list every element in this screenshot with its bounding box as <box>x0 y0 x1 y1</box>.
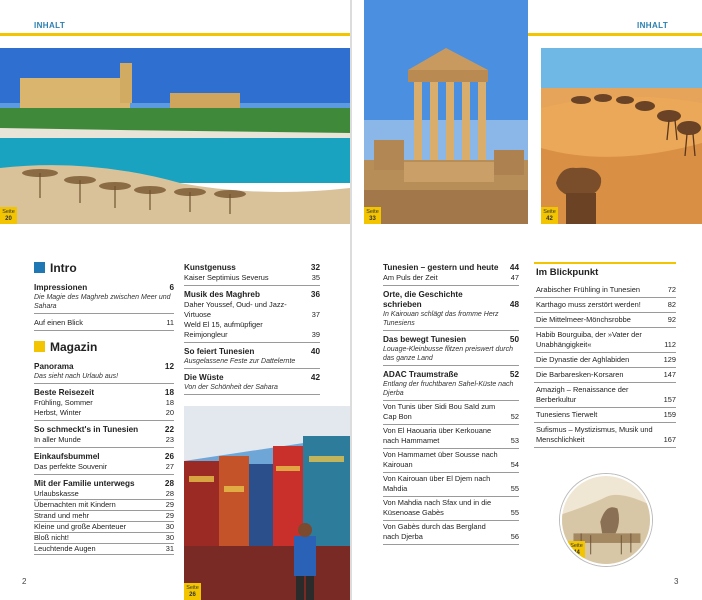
toc-entry[interactable] <box>383 334 519 366</box>
intro-title: Intro <box>50 260 77 275</box>
entry-title: Habib Bourguiba, der »Vater der Unabhängigkeit« <box>536 330 642 349</box>
entry-page: 28 <box>165 489 174 498</box>
entry-page: 52 <box>509 370 519 379</box>
toc-entry[interactable] <box>184 262 320 286</box>
page-tag-label: Seite <box>186 585 199 591</box>
blickpunkt-item[interactable] <box>534 329 676 353</box>
blickpunkt-item[interactable] <box>534 314 676 328</box>
entry-title: Die Wüste <box>184 373 224 382</box>
entry-page: 47 <box>510 273 519 282</box>
entry-title: Amazigh – Renaissance der Berberkultur <box>536 385 629 404</box>
entry-item: Von Hammamet über Sousse nach Kairouan <box>383 450 498 469</box>
magazin-title: Magazin <box>50 339 98 354</box>
page-tag-number: 42 <box>546 216 553 222</box>
entry-page: 29 <box>165 511 174 520</box>
entry-page: 11 <box>166 318 174 327</box>
toc-entry[interactable] <box>34 317 174 331</box>
entry-title: Tunesien – gestern und heute <box>383 263 499 272</box>
entry-title: Tunesiens Tierwelt <box>536 410 598 419</box>
toc-entry[interactable] <box>34 361 174 384</box>
entry-item: Bloß nicht! <box>34 533 69 542</box>
toc-entry[interactable] <box>34 282 174 314</box>
blickpunkt-item[interactable] <box>534 284 676 298</box>
market-photo <box>184 406 350 600</box>
right-page-header: INHALT <box>637 21 669 30</box>
entry-page: 32 <box>310 263 320 272</box>
entry-page: 26 <box>164 452 174 461</box>
entry-title: Panorama <box>34 362 74 371</box>
entry-page: 112 <box>664 340 676 349</box>
entry-page: 30 <box>165 522 174 531</box>
entry-title: ADAC Traumstraße <box>383 370 459 379</box>
entry-title: Die Mittelmeer-Mönchsrobbe <box>536 315 631 324</box>
entry-page: 53 <box>510 436 519 445</box>
blickpunkt-item[interactable] <box>534 384 676 408</box>
entry-item: Von Mahdia nach Sfax und in die Küsenoase Gabès <box>383 498 492 517</box>
entry-title: Einkaufsbummel <box>34 452 100 461</box>
camels-page-tag[interactable] <box>541 207 558 224</box>
toc-column-right <box>383 262 519 550</box>
entry-title: Das bewegt Tunesien <box>383 335 467 344</box>
entry-subtitle: Entlang der fruchtbaren Sahel-Küste nach Djerba <box>383 380 519 401</box>
left-header-rule <box>0 33 350 36</box>
page-tag-number: 26 <box>189 592 196 598</box>
entry-item: Leuchtende Augen <box>34 544 96 553</box>
entry-item: Übernachten mit Kindern <box>34 500 116 509</box>
left-page-header: INHALT <box>34 21 66 30</box>
entry-item: Von El Haouaria über Kerkouane nach Hammamet <box>383 426 492 445</box>
entry-page: 23 <box>165 435 174 444</box>
entry-page: 129 <box>663 355 676 364</box>
camels-photo <box>541 48 702 224</box>
blickpunkt-title: Im Blickpunkt <box>534 262 676 284</box>
blickpunkt-item[interactable] <box>534 299 676 313</box>
entry-page: 44 <box>509 263 519 272</box>
left-page-number: 2 <box>22 577 27 586</box>
blickpunkt-item[interactable] <box>534 424 676 448</box>
entry-page: 48 <box>509 300 519 309</box>
entry-page: 50 <box>509 335 519 344</box>
entry-item: Strand und mehr <box>34 511 90 520</box>
entry-item: Herbst, Winter <box>34 408 82 417</box>
entry-title: Karthago muss zerstört werden! <box>536 300 641 309</box>
entry-subtitle: Louage-Kleinbusse flitzen preiswert durch das ganze Land <box>383 346 513 362</box>
page-tag-number: 33 <box>369 216 376 222</box>
entry-item: Weld El 15, aufmüpfiger Reimjongleur <box>184 320 263 339</box>
toc-entry[interactable] <box>184 289 320 343</box>
toc-entry[interactable] <box>34 387 174 421</box>
entry-page: 55 <box>510 484 519 493</box>
entry-page: 18 <box>164 388 174 397</box>
toc-entry[interactable] <box>383 262 519 286</box>
entry-title: So feiert Tunesien <box>184 347 255 356</box>
toc-entry[interactable] <box>184 372 320 395</box>
right-page-number: 3 <box>674 577 679 586</box>
entry-subtitle: Die Magie des Maghreb zwischen Meer und Sahara <box>34 294 171 310</box>
entry-page: 37 <box>311 310 320 319</box>
temple-photo <box>364 0 528 224</box>
entry-page: 29 <box>165 500 174 509</box>
toc-entry[interactable] <box>184 346 320 369</box>
entry-title: Mit der Familie unterwegs <box>34 479 135 488</box>
medal-page-tag[interactable] <box>568 541 585 558</box>
entry-item: In aller Munde <box>34 435 81 444</box>
entry-title: So schmeckt's in Tunesien <box>34 425 139 434</box>
entry-title: Arabischer Frühling in Tunesien <box>536 285 640 294</box>
entry-page: 167 <box>663 435 676 444</box>
entry-title: Die Dynastie der Aghlabiden <box>536 355 630 364</box>
blickpunkt-item[interactable] <box>534 369 676 383</box>
sketch-medallion <box>560 474 652 566</box>
toc-entry[interactable] <box>383 289 519 331</box>
entry-page: 39 <box>311 330 320 339</box>
toc-entry[interactable] <box>383 369 519 547</box>
intro-square-icon <box>34 262 45 273</box>
entry-page: 72 <box>667 285 676 294</box>
entry-page: 27 <box>165 462 174 471</box>
entry-subtitle: In Kairouan schlägt das fromme Herz Tunesiens <box>383 311 499 327</box>
entry-subtitle: Ausgelassene Feste zur Dattelernte <box>184 358 296 365</box>
page-tag-label: Seite <box>543 209 556 215</box>
entry-subtitle: Das sieht nach Urlaub aus! <box>34 373 119 380</box>
blickpunkt-box <box>534 262 676 449</box>
magazin-square-icon <box>34 341 45 352</box>
toc-entry[interactable] <box>34 478 174 557</box>
entry-item: Kleine und große Abenteuer <box>34 522 127 531</box>
entry-item: Urlaubskasse <box>34 489 79 498</box>
entry-item: Daher Youssef, Oud- und Jazz-Virtuose <box>184 300 287 319</box>
entry-item: Kaiser Septimius Severus <box>184 273 269 282</box>
toc-entry[interactable] <box>34 424 174 448</box>
entry-page: 157 <box>663 395 676 404</box>
entry-subtitle: Von der Schönheit der Sahara <box>184 384 278 391</box>
intro-section-heading <box>34 262 174 273</box>
entry-title: Impressionen <box>34 283 88 292</box>
right-header-rule <box>528 33 702 36</box>
entry-page: 92 <box>667 315 676 324</box>
magazin-section-heading <box>34 341 174 352</box>
blickpunkt-list <box>534 284 676 448</box>
entry-title: Beste Reisezeit <box>34 388 95 397</box>
entry-title: Orte, die Geschichte schrieben <box>383 290 463 309</box>
page-tag-number: 44 <box>573 550 580 556</box>
entry-title: Musik des Maghreb <box>184 290 260 299</box>
entry-page: 56 <box>510 532 519 541</box>
entry-page: 52 <box>510 412 519 421</box>
entry-item: Von Gabès durch das Bergland nach Djerba <box>383 522 486 541</box>
entry-item: Von Kairouan über El Djem nach Mahdia <box>383 474 491 493</box>
toc-column-magazin-cont <box>184 262 320 398</box>
entry-title: Sufismus – Mystizismus, Musik und Menschlichkeit <box>536 425 653 444</box>
entry-item: Frühling, Sommer <box>34 398 93 407</box>
entry-page: 31 <box>165 544 174 553</box>
toc-column-intro-magazin <box>34 262 174 560</box>
entry-page: 35 <box>311 273 320 282</box>
entry-page: 42 <box>310 373 320 382</box>
page-tag-label: Seite <box>366 209 379 215</box>
entry-page: 22 <box>164 425 174 434</box>
entry-item: Von Tunis über Sidi Bou Saïd zum Cap Bon <box>383 402 496 421</box>
entry-page: 159 <box>663 410 676 419</box>
entry-page: 18 <box>165 398 174 407</box>
blickpunkt-item[interactable] <box>534 409 676 423</box>
page-tag-label: Seite <box>570 543 583 549</box>
toc-entry[interactable] <box>34 451 174 475</box>
entry-item: Am Puls der Zeit <box>383 273 438 282</box>
entry-title: Die Barbaresken-Korsaren <box>536 370 624 379</box>
temple-page-tag[interactable] <box>364 207 381 224</box>
entry-page: 30 <box>165 533 174 542</box>
entry-page: 147 <box>663 370 676 379</box>
entry-page: 12 <box>164 362 174 371</box>
beach-page-tag[interactable] <box>0 207 17 224</box>
entry-page: 36 <box>310 290 320 299</box>
page-gutter <box>350 0 352 600</box>
entry-item: Das perfekte Souvenir <box>34 462 108 471</box>
entry-title: Auf einen Blick <box>34 318 83 327</box>
entry-page: 28 <box>164 479 174 488</box>
beach-photo <box>0 48 350 224</box>
page-tag-label: Seite <box>2 209 15 215</box>
entry-page: 6 <box>169 283 174 292</box>
blickpunkt-item[interactable] <box>534 354 676 368</box>
entry-page: 82 <box>667 300 676 309</box>
entry-page: 55 <box>510 508 519 517</box>
entry-page: 54 <box>510 460 519 469</box>
entry-page: 40 <box>310 347 320 356</box>
entry-title: Kunstgenuss <box>184 263 236 272</box>
page-tag-number: 20 <box>5 216 12 222</box>
entry-page: 20 <box>165 408 174 417</box>
market-page-tag[interactable] <box>184 583 201 600</box>
